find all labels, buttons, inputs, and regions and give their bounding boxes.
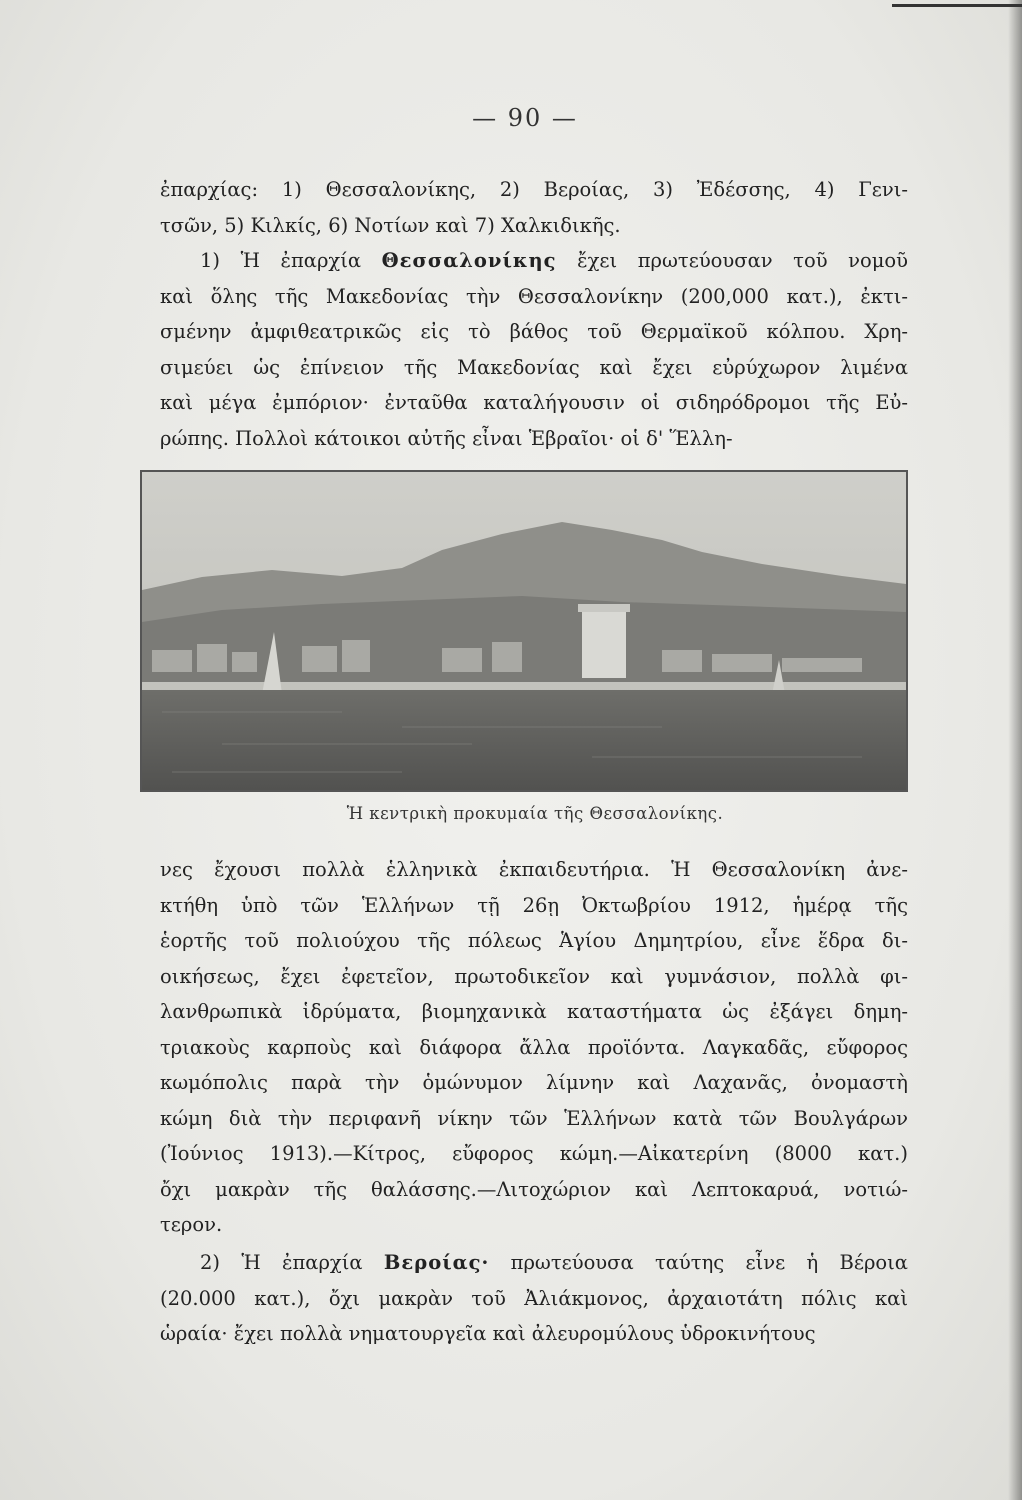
section-intro: πρωτεύουσα ταύτης εἶνε ἡ Βέροια — [510, 1251, 908, 1274]
text-line: νες ἔχουσι πολλὰ ἑλληνικὰ ἐκπαιδευτήρια. Ἡ Θεσσαλονίκη ἀνε- — [160, 858, 908, 881]
text-line — [160, 243, 908, 279]
figure-caption: Ἡ κεντρικὴ προκυμαία τῆς Θεσσαλονίκης. — [346, 804, 724, 823]
text-line: ρώπης. Πολλοὶ κάτοικοι αὐτῆς εἶναι Ἑβραῖοι· οἱ δ' Ἕλλη- — [160, 426, 733, 450]
page-number: — 90 — — [472, 104, 578, 132]
paragraph-3 — [160, 1245, 908, 1352]
section-heading-veroia: Βεροίας· — [383, 1251, 490, 1274]
text-line: καὶ ὅλης τῆς Μακεδονίας τὴν Θεσσαλονίκην (200,000 κατ.), ἐκτι- — [160, 284, 908, 308]
white-tower-top — [578, 604, 630, 612]
text-line: κτήθη ὑπὸ τῶν Ἑλλήνων τῇ 26ῃ Ὀκτωβρίου 1912, ἡμέρᾳ τῆς — [160, 893, 908, 917]
text-line: καὶ μέγα ἐμπόριον· ἐνταῦθα καταλήγουσιν οἱ σιδηρόδρομοι τῆς Εὐ- — [160, 391, 908, 414]
text-line: (20.000 κατ.), ὄχι μακρὰν τοῦ Ἀλιάκμονος, ἀρχαιοτάτη πόλις καὶ — [160, 1286, 908, 1310]
text-line — [160, 1245, 908, 1281]
text-line: σμένην ἀμφιθεατρικῶς εἰς τὸ βάθος τοῦ Θερμαϊκοῦ κόλπου. Χρη- — [160, 320, 908, 343]
paragraph-2 — [160, 852, 908, 1243]
paragraph-1 — [160, 172, 908, 456]
section-number: 1) Ἡ ἐπαρχία — [200, 249, 362, 272]
text-line: ὡραία· ἔχει πολλὰ νηματουργεῖα καὶ ἀλευρομύλους ὑδροκινήτους — [160, 1322, 816, 1345]
text-line: κωμόπολις παρὰ τὴν ὁμώνυμον λίμνην καὶ Λαχανᾶς, ὀνομαστὴ — [160, 1071, 908, 1094]
text-line: ἑορτῆς τοῦ πολιούχου τῆς πόλεως Ἁγίου Δημητρίου, εἶνε ἕδρα δι- — [160, 929, 908, 952]
page-edge-shadow — [1008, 0, 1022, 1500]
text-line: λανθρωπικὰ ἱδρύματα, βιομηχανικὰ καταστήματα ὡς ἐξάγει δημη- — [160, 1000, 908, 1023]
text-line: κώμη διὰ τὴν περιφανῆ νίκην τῶν Ἑλλήνων κατὰ τῶν Βουλγάρων — [160, 1106, 908, 1130]
text-line: ὄχι μακρὰν τῆς θαλάσσης.—Λιτοχώριον καὶ Λεπτοκαρυά, νοτιώ- — [160, 1177, 908, 1201]
top-edge-rule — [892, 4, 1022, 7]
text-line: σιμεύει ὡς ἐπίνειον τῆς Μακεδονίας καὶ ἔχει εὐρύχωρον λιμένα — [160, 355, 908, 379]
harbor-photo-illustration — [142, 472, 906, 790]
text-line: τριακοὺς καρποὺς καὶ διάφορα ἄλλα προϊόντα. Λαγκαδᾶς, εὔφορος — [160, 1035, 908, 1059]
section-number: 2) Ἡ ἐπαρχία — [200, 1251, 363, 1274]
text-line: ἐπαρχίας: 1) Θεσσαλονίκης, 2) Βεροίας, 3) Ἐδέσσης, 4) Γενι- — [160, 178, 908, 201]
sea — [142, 690, 906, 790]
section-intro: ἔχει πρωτεύουσαν τοῦ νομοῦ — [577, 249, 908, 272]
section-heading-thessaloniki: Θεσσαλονίκης — [381, 249, 557, 272]
text-line: τερον. — [160, 1213, 223, 1236]
photo-thessaloniki-waterfront — [140, 470, 908, 792]
text-line: (Ἰούνιος 1913).—Κίτρος, εὔφορος κώμη.—Αἰκατερίνη (8000 κατ.) — [160, 1142, 908, 1165]
text-line: τσῶν, 5) Κιλκίς, 6) Νοτίων καὶ 7) Χαλκιδικῆς. — [160, 213, 621, 237]
white-tower — [582, 610, 626, 678]
text-line: οικήσεως, ἔχει ἐφετεῖον, πρωτοδικεῖον καὶ γυμνάσιον, πολλὰ φι- — [160, 964, 908, 988]
